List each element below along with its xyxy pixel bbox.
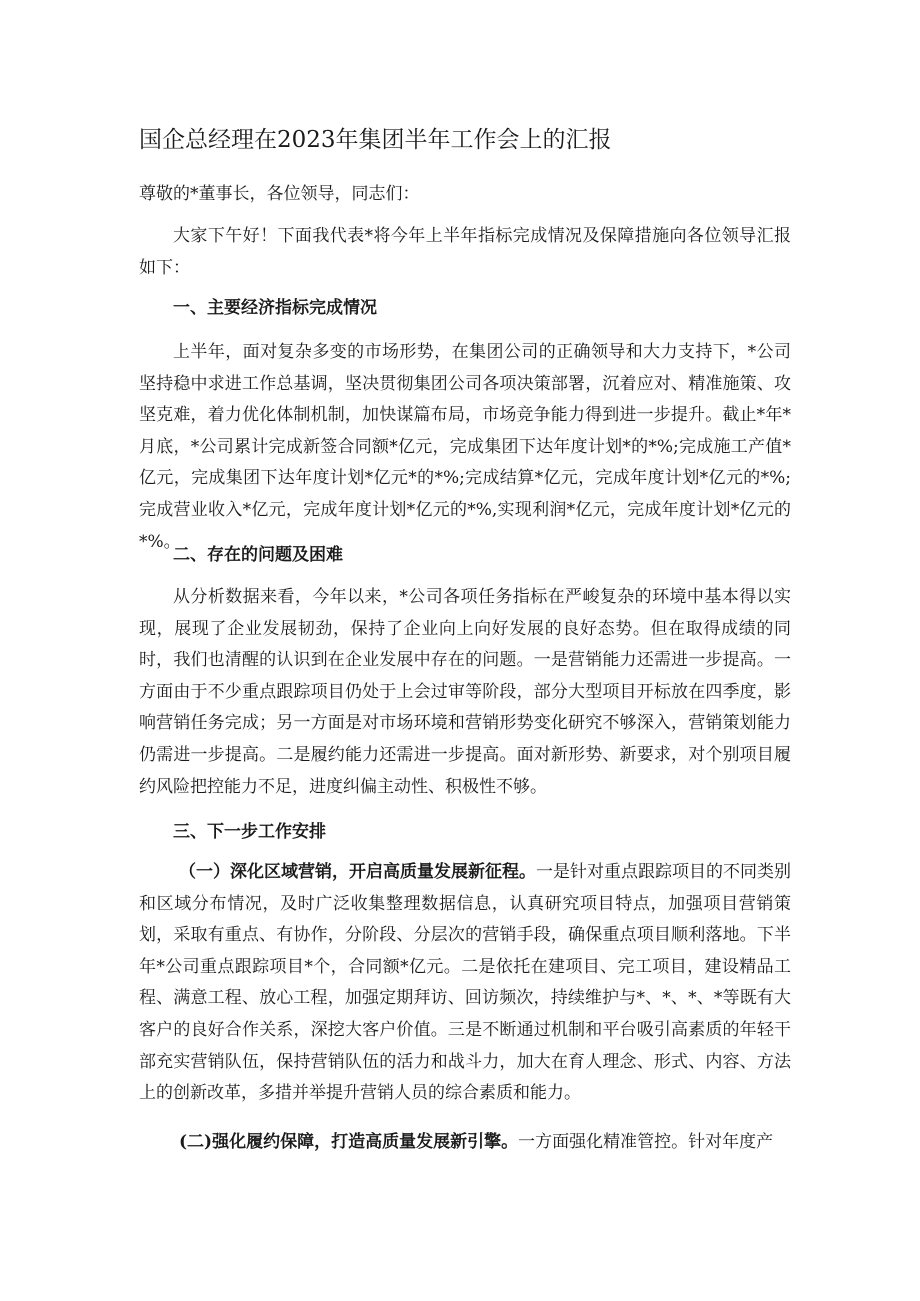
section-heading-1: 一、主要经济指标完成情况 bbox=[173, 298, 377, 318]
salutation: 尊敬的*董事长，各位领导，同志们： bbox=[139, 184, 420, 204]
subsection-lead-2: (二)强化履约保障，打造高质量发展新引擎。 bbox=[179, 1132, 519, 1152]
section-heading-2: 二、存在的问题及困难 bbox=[173, 545, 343, 565]
section-2-paragraph: 从分析数据来看，今年以来，*公司各项任务指标在严峻复杂的环境中基本得以实现，展现了企业发展韧劲，保持了企业向上向好发展的良好态势。但在取得成绩的同时，我们也清醒的认识到在企业发展中存在的问题。一是营销能力还需进一步提高。一方面由于不少重点跟踪项目仍处于上会过审等阶段，部分大型项目开标放在四季度，影响营销任务完成；另一方面是对市场环境和营销形势变化研究不够深入，营销策划能力仍需进一步提高。二是履约能力还需进一步提高。面对新形势、新要求，对个别项目履约风险把控能力不足，进度纠偏主动性、积极性不够。 bbox=[139, 587, 791, 797]
subsection-body-1: 一是针对重点跟踪项目的不同类别和区域分布情况，及时广泛收集整理数据信息，认真研究项目特点，加强项目营销策划，采取有重点、有协作，分阶段、分层次的营销手段，确保重点项目顺利落地。下半年*公司重点跟踪项目*个，合同额*亿元。二是依托在建项目、完工项目，建设精品工程、满意工程、放心工程，加强定期拜访、回访频次，持续维护与*、*、*、*等既有大客户的良好合作关系，深挖大客户价值。三是不断通过机制和平台吸引高素质的年轻干部充实营销队伍，保持营销队伍的活力和战斗力，加大在育人理念、形式、内容、方法上的创新改革，多措并举提升营销人员的综合素质和能力。 bbox=[139, 862, 791, 1104]
subsection-paragraph-1 bbox=[139, 857, 791, 1110]
section-1-paragraph: 上半年，面对复杂多变的市场形势，在集团公司的正确领导和大力支持下，*公司坚持稳中求进工作总基调，坚决贯彻集团公司各项决策部署，沉着应对、精准施策、攻坚克难，着力优化体制机制，加快谋篇布局，市场竞争能力得到进一步提升。截止*年*月底，*公司累计完成新签合同额*亿元，完成集团下达年度计划*的*%;完成施工产值*亿元，完成集团下达年度计划*亿元*的*%;完成结算*亿元，完成年度计划*亿元的*%;完成营业收入*亿元，完成年度计划*亿元的*%,实现利润*亿元，完成年度计划*亿元的*%。 bbox=[139, 342, 791, 552]
section-heading-3: 三、下一步工作安排 bbox=[173, 822, 326, 842]
document-title: 国企总经理在2023年集团半年工作会上的汇报 bbox=[139, 127, 612, 153]
intro-paragraph: 大家下午好！下面我代表*将今年上半年指标完成情况及保障措施向各位领导汇报如下： bbox=[139, 226, 791, 278]
subsection-lead-1: （一）深化区域营销，开启高质量发展新征程。 bbox=[179, 862, 536, 882]
subsection-body-2: 一方面强化精准管控。针对年度产 bbox=[518, 1132, 774, 1152]
subsection-paragraph-2 bbox=[139, 1127, 791, 1159]
